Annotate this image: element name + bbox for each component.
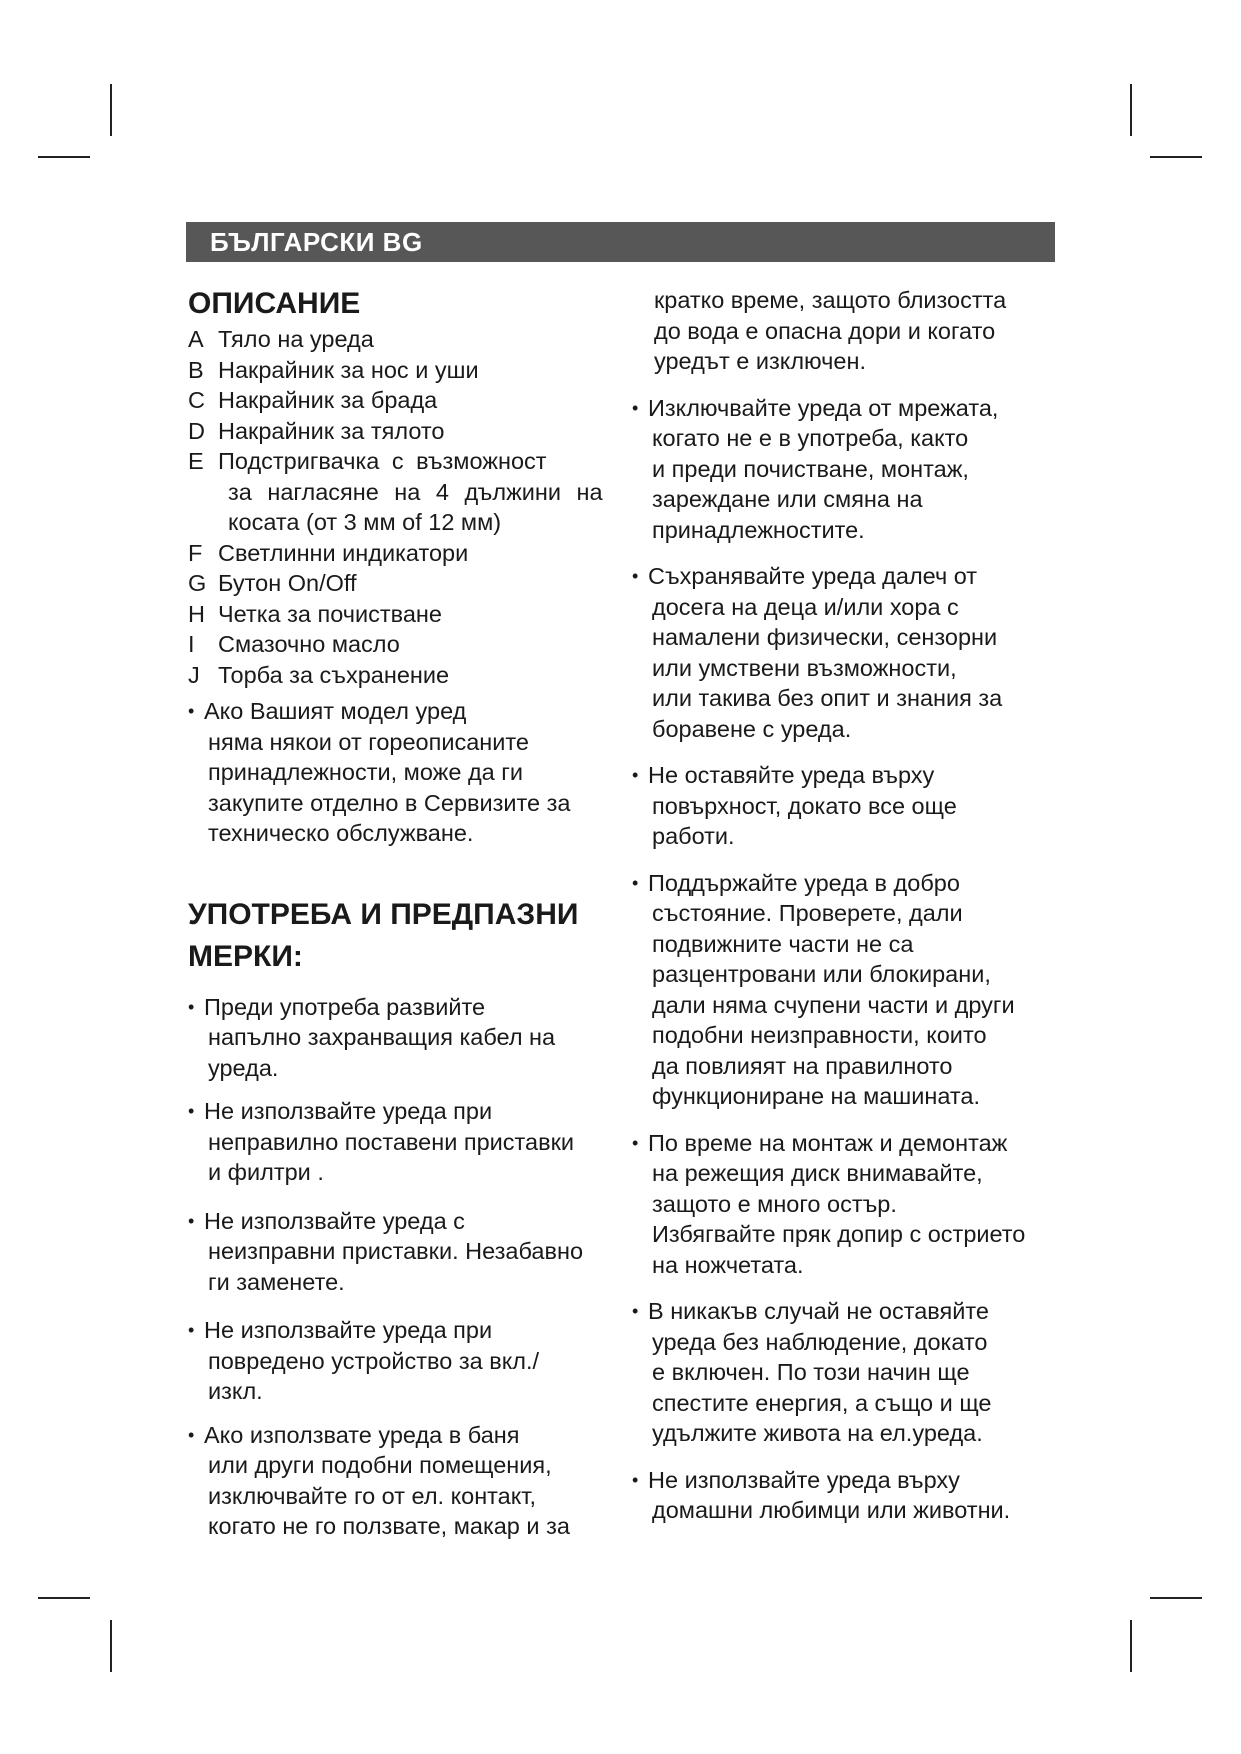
- crop-mark-bottom-right-horizontal: [1150, 1597, 1202, 1599]
- usage-title: УПОТРЕБА И ПРЕДПАЗНИ МЕРКИ:: [188, 897, 579, 973]
- language-label: БЪЛГАРСКИ BG: [210, 227, 423, 257]
- description-item: G Бутон On/Off: [188, 570, 357, 596]
- description-list: [188, 324, 628, 690]
- description-title: ОПИСАНИЕ: [188, 287, 361, 320]
- description-item: C Накрайник за брада: [188, 387, 438, 413]
- description-item: D Накрайник за тялото: [188, 417, 445, 444]
- safety-bullet: • Не използвайте уреда при неправилно поставени приставки и филтри .: [188, 1096, 628, 1188]
- safety-bullet: • Не използвайте уреда върху домашни любимци или животни.: [632, 1465, 1062, 1526]
- safety-bullet: • По време на монтаж и демонтаж на режещия диск внимавайте, защото е много остър. Избягвайте пряк допир с острието на ножчетата.: [632, 1128, 1062, 1281]
- crop-mark-top-left-vertical: [110, 84, 112, 136]
- description-item: A Тяло на уреда: [188, 326, 374, 352]
- crop-mark-bottom-right-vertical: [1130, 1620, 1132, 1672]
- safety-bullet: • Съхранявайте уреда далеч от досега на деца и/или хора с намалени физически, сензорни или умствени възможности, или такива без опит и знания за боравене с уреда.: [632, 561, 1062, 744]
- crop-mark-bottom-left-vertical: [110, 1620, 112, 1672]
- description-item: E Подстригвачка с възможност за нагласяне на 4 дължини на косата (от 3 мм of 12 мм): [188, 448, 603, 535]
- safety-bullet: • Поддържайте уреда в добро състояние. Проверете, дали подвижните части не са разцентровани или блокирани, дали няма счупени части и други подобни неизправности, които да повлияят на правилното функциониране на машината.: [632, 868, 1062, 1112]
- crop-mark-top-left-horizontal: [38, 156, 90, 158]
- safety-bullet: • Изключвайте уреда от мрежата, когато не е в употреба, както и преди почистване, монтаж, зареждане или смяна на принадлежностите.: [632, 393, 1062, 546]
- description-item: B Накрайник за нос и уши: [188, 356, 479, 383]
- safety-bullet: • Не използвайте уреда при повредено устройство за вкл./ изкл.: [188, 1315, 628, 1407]
- crop-mark-top-right-vertical: [1130, 84, 1132, 136]
- description-item: J Торба за съхранение: [188, 661, 450, 688]
- description-item: I Смазочно масло: [188, 631, 400, 657]
- crop-mark-bottom-left-horizontal: [38, 1597, 90, 1599]
- left-column: [188, 286, 628, 1555]
- continued-text: кратко време, защото близостта до вода е опасна дори и когато уредът е изключен.: [654, 287, 1007, 374]
- description-item: H Четка за почистване: [188, 600, 442, 627]
- accessories-note: • Ако Вашият модел уред няма някои от гореописаните принадлежности, може да ги закупите отделно в Сервизите за техническо обслужване.: [188, 696, 628, 849]
- description-item: F Светлинни индикатори: [188, 539, 469, 566]
- crop-mark-top-right-horizontal: [1150, 156, 1202, 158]
- safety-bullet: • Преди употреба развийте напълно захранващия кабел на уреда.: [188, 992, 628, 1084]
- safety-bullet: • Не използвайте уреда с неизправни приставки. Незабавно ги заменете.: [188, 1206, 628, 1298]
- safety-bullet: • Ако използвате уреда в баня или други подобни помещения, изключвайте го от ел. контакт, когато не го ползвате, макар и за: [188, 1420, 628, 1542]
- safety-bullet: • В никакъв случай не оставяйте уреда без наблюдение, докато е включен. По този начин ще спестите енергия, а също и ще удължите живота на ел.уреда.: [632, 1296, 1062, 1449]
- right-column: [632, 285, 1062, 1539]
- language-header-bar: [186, 222, 1055, 262]
- safety-bullet: • Не оставяйте уреда върху повърхност, докато все още работи.: [632, 760, 1062, 852]
